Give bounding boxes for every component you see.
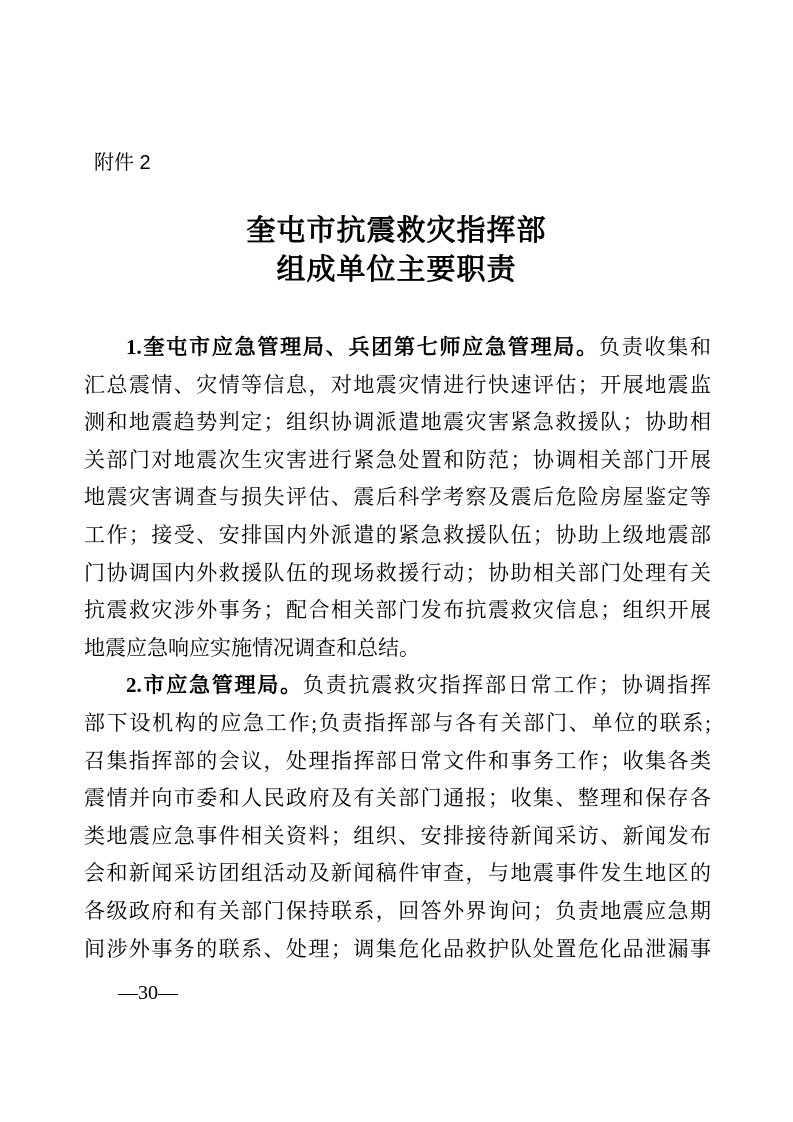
document-body [84,329,711,968]
paragraph-text: 震情并向市委和人民政府及有关部门通报；收集、整理和保存各 [84,786,711,811]
paragraph-text: 负责抗震救灾指挥部日常工作；协调指挥 [302,673,712,698]
paragraph-text: 各级政府和有关部门保持联系，回答外界询问；负责地震应急期 [84,898,711,923]
text-line [84,743,711,781]
text-line [84,404,711,442]
text-line [84,630,711,668]
page-number: —30— [118,982,178,1004]
text-line [84,479,711,517]
document-title [0,212,793,290]
paragraph-text: 地震应急响应实施情况调查和总结。 [84,635,420,660]
paragraph-text: 工作；接受、安排国内外派遣的紧急救援队伍；协助上级地震部 [84,522,711,547]
paragraph-text: 关部门对地震次生灾害进行紧急处置和防范；协调相关部门开展 [84,447,711,472]
paragraph-lead-bold: 2.市应急管理局。 [126,673,303,698]
paragraph-text: 抗震救灾涉外事务；配合相关部门发布抗震救灾信息；组织开展 [84,598,711,623]
text-line [84,442,711,480]
paragraph-text: 会和新闻采访团组活动及新闻稿件审查，与地震事件发生地区的 [84,861,711,886]
text-line [84,931,711,969]
paragraph-text: 间涉外事务的联系、处理；调集危化品救护队处置危化品泄漏事 [84,936,711,961]
title-line-2: 组成单位主要职责 [276,254,517,286]
text-line [84,705,711,743]
attachment-label: 附件 2 [94,152,151,174]
paragraph-text: 测和地震趋势判定；组织协调派遣地震灾害紧急救援队；协助相 [84,410,711,435]
paragraph-text: 门协调国内外救援队伍的现场救援行动；协助相关部门处理有关 [84,560,711,585]
paragraph-text: 地震灾害调查与损失评估、震后科学考察及震后危险房屋鉴定等 [84,485,711,510]
paragraph-text: 负责收集和 [598,335,712,359]
text-line [84,329,711,367]
text-line [84,517,711,555]
text-line [84,780,711,818]
paragraph-text: 召集指挥部的会议，处理指挥部日常文件和事务工作；收集各类 [84,748,711,773]
text-line [84,855,711,893]
paragraph-lead-bold: 1.奎屯市应急管理局、兵团第七师应急管理局。 [126,335,599,359]
text-line [84,555,711,593]
title-line-1: 奎屯市抗震救灾指挥部 [246,215,547,247]
text-line [84,818,711,856]
text-line [84,592,711,630]
text-line [84,367,711,405]
paragraph-text: 部下设机构的应急工作;负责指挥部与各有关部门、单位的联系; [84,710,711,735]
paragraph-text: 汇总震情、灾情等信息，对地震灾情进行快速评估；开展地震监 [84,372,711,397]
text-line [84,893,711,931]
text-line [84,667,711,705]
paragraph-text: 类地震应急事件相关资料；组织、安排接待新闻采访、新闻发布 [84,823,711,848]
